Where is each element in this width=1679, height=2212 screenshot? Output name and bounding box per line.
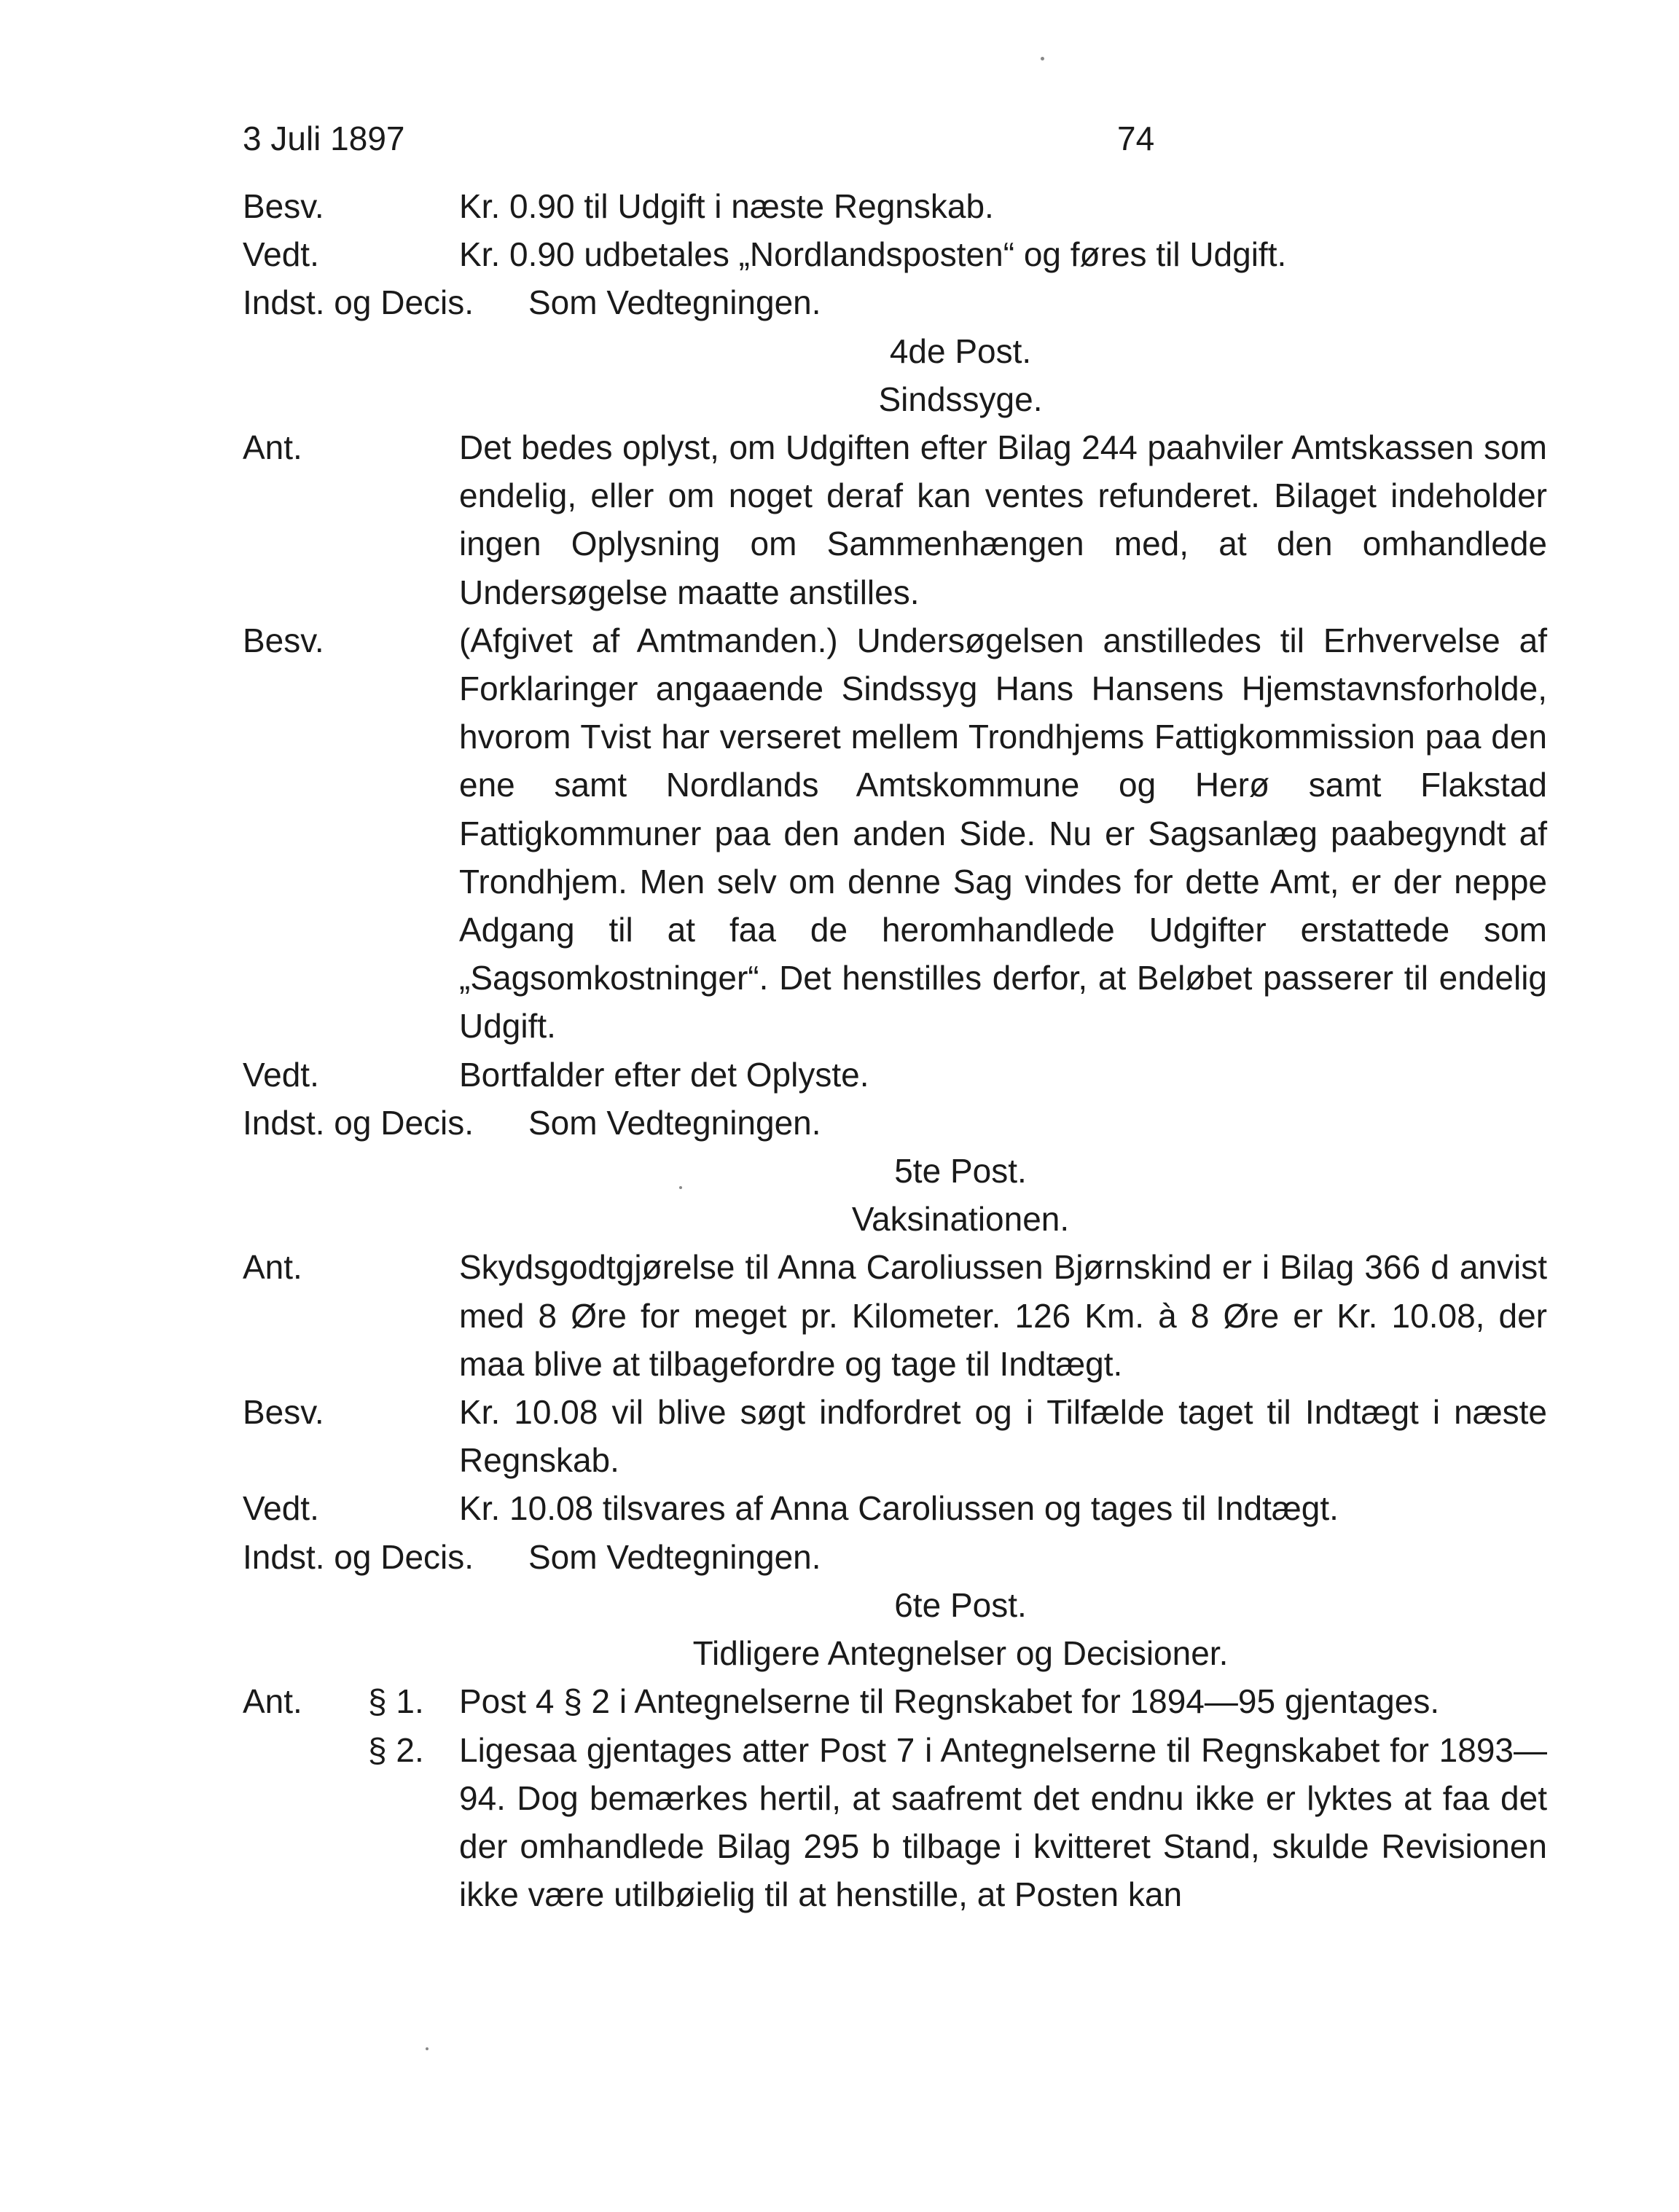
entry-label: Besv. xyxy=(243,1393,324,1432)
entry-label: Ant. xyxy=(243,1682,302,1721)
scan-speck xyxy=(1041,57,1044,60)
entry-vedt xyxy=(243,1051,1547,1099)
entry-text: Som Vedtegningen. xyxy=(528,1537,821,1576)
post-heading: 4de Post. xyxy=(889,332,1032,370)
entry-label: Besv. xyxy=(243,187,324,225)
entry-besv xyxy=(243,616,1547,1051)
entry-text: Det bedes oplyst, om Udgiften efter Bilag 244 paahviler Amtskassen som endelig, eller om noget deraf kan ventes refunderet. Bilaget indeholder ingen Oplysning om Sammenhængen med, at den omhandlede Undersøgelse maatte anstilles. xyxy=(459,428,1547,611)
paragraph-number: § 1. xyxy=(368,1682,424,1721)
entry-text: Post 4 § 2 i Antegnelserne til Regnskabet for 1894—95 gjentages. xyxy=(459,1682,1440,1721)
entry-ant xyxy=(243,423,1547,616)
post-title: Sindssyge. xyxy=(878,380,1043,418)
entry-label: Vedt. xyxy=(243,235,319,274)
entry-label: Indst. og Decis. xyxy=(243,1537,474,1576)
post-heading: 6te Post. xyxy=(894,1585,1027,1624)
entry-label: Vedt. xyxy=(243,1489,319,1528)
page-header xyxy=(243,109,1547,168)
entry-indst xyxy=(243,278,1547,326)
document-body xyxy=(243,182,1547,1918)
entry-label: Ant. xyxy=(243,1248,302,1287)
header-date: 3 Juli 1897 xyxy=(243,119,405,157)
entry-indst xyxy=(243,1099,1547,1147)
entry-label: Indst. og Decis. xyxy=(243,283,474,322)
scan-speck xyxy=(679,1186,682,1189)
entry-besv xyxy=(243,182,1547,230)
entry-text: Som Vedtegningen. xyxy=(528,1103,821,1142)
entry-text: (Afgivet af Amtmanden.) Undersøgelsen anstilledes til Erhvervelse af Forklaringer angaaende Sindssyg Hans Hansens Hjemstavnsforholde, hvorom Tvist har verseret mellem Trondhjems Fattigkommission paa den ene samt Nordlands Amtskommune og Herø samt Flakstad Fattigkommuner paa den anden Side. Nu er Sagsanlæg paabegyndt af Trondhjem. Men selv om denne Sag vindes for dette Amt, er der neppe Adgang til at faa de heromhandlede Udgifter erstattede som „Sagsomkostninger“. Det henstilles derfor, at Beløbet passerer til endelig Udgift. xyxy=(459,621,1547,1046)
entry-text: Som Vedtegningen. xyxy=(528,283,821,322)
entry-label: Vedt. xyxy=(243,1055,319,1094)
entry-vedt xyxy=(243,230,1547,278)
scan-speck xyxy=(426,2047,428,2050)
entry-ant-para-2 xyxy=(243,1726,1547,1919)
post-heading: 5te Post. xyxy=(894,1152,1027,1191)
entry-ant xyxy=(243,1243,1547,1388)
entry-vedt xyxy=(243,1484,1547,1532)
page-number: 74 xyxy=(1117,119,1155,157)
entry-text: Bortfalder efter det Oplyste. xyxy=(459,1055,869,1094)
post-title: Vaksinationen. xyxy=(851,1200,1070,1239)
entry-text: Skydsgodtgjørelse til Anna Caroliussen Bjørnskind er i Bilag 366 d anvist med 8 Øre for meget pr. Kilometer. 126 Km. à 8 Øre er Kr. 10.08, der maa blive at tilbagefordre og tage til Indtægt. xyxy=(459,1248,1547,1383)
entry-label: Ant. xyxy=(243,428,302,467)
entry-text: Kr. 10.08 vil blive søgt indfordret og i Tilfælde taget til Indtægt i næste Regnskab. xyxy=(459,1393,1547,1480)
entry-text: Ligesaa gjentages atter Post 7 i Antegnelserne til Regnskabet for 1893—94. Dog bemærkes hertil, at saafremt det endnu ikke er lyktes at faa det der omhandlede Bilag 295 b tilbage i kvitteret Stand, skulde Revisionen ikke være utilbøielig til at henstille, at Posten kan xyxy=(459,1730,1547,1914)
post-title: Tidligere Antegnelser og Decisioner. xyxy=(692,1634,1229,1673)
entry-text: Kr. 0.90 til Udgift i næste Regnskab. xyxy=(459,187,994,225)
entry-ant-para-1 xyxy=(243,1677,1547,1725)
entry-label: Besv. xyxy=(243,621,324,659)
entry-text: Kr. 0.90 udbetales „Nordlandsposten“ og føres til Udgift. xyxy=(459,235,1287,274)
entry-text: Kr. 10.08 tilsvares af Anna Caroliussen og tages til Indtægt. xyxy=(459,1489,1339,1528)
entry-besv xyxy=(243,1388,1547,1484)
entry-label: Indst. og Decis. xyxy=(243,1103,474,1142)
paragraph-number: § 2. xyxy=(368,1730,424,1769)
entry-indst xyxy=(243,1533,1547,1581)
